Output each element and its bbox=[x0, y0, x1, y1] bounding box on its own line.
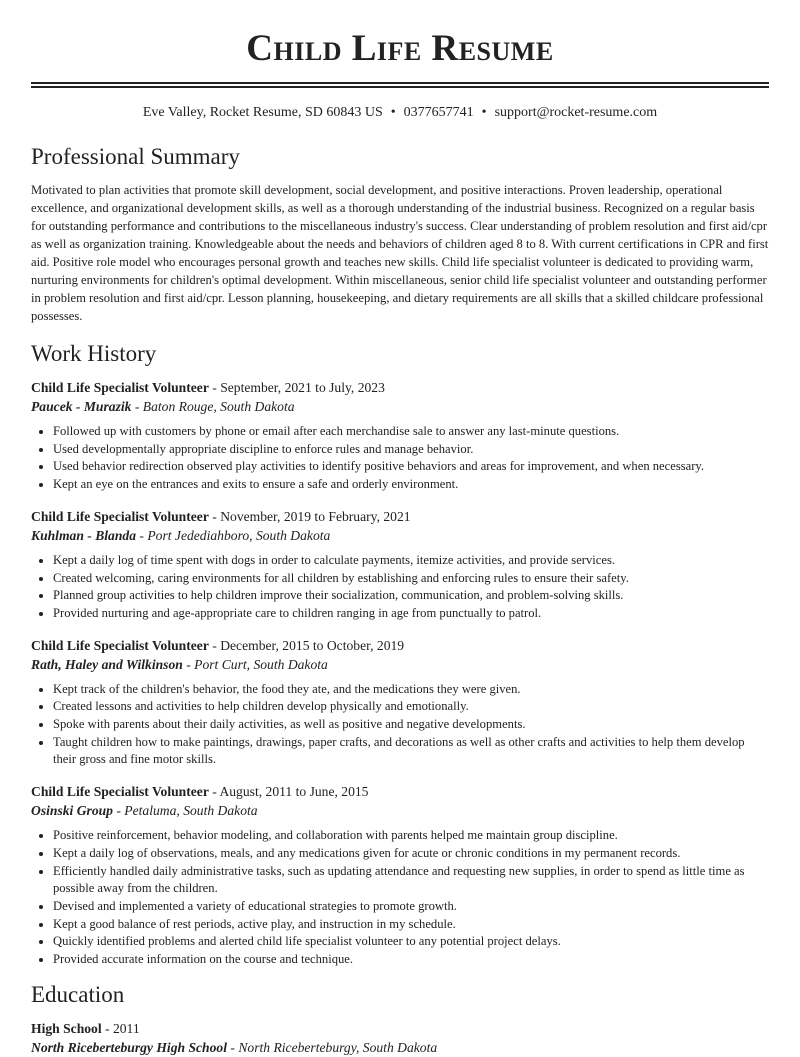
job-bullet: • Followed up with customers by phone or email after each merchandise sale to answer any last-minute questions. bbox=[53, 423, 769, 441]
contact-separator: • bbox=[390, 105, 396, 120]
company-location: - Port Curt, South Dakota bbox=[182, 656, 328, 672]
company-name: Kuhlman - Blanda bbox=[31, 527, 137, 543]
job-bullet: • Provided accurate information on the course and technique. bbox=[53, 951, 769, 969]
job-bullet: • Kept a daily log of time spent with dogs in order to calculate payments, itemize activities, and provide services. bbox=[53, 552, 769, 570]
education-heading: Education bbox=[31, 981, 125, 1007]
job-bullet: • Positive reinforcement, behavior modeling, and collaboration with parents helped me maintain group discipline. bbox=[53, 827, 769, 845]
company-name: Rath, Haley and Wilkinson bbox=[31, 656, 183, 672]
company-line bbox=[31, 801, 769, 820]
job-bullets bbox=[31, 827, 769, 969]
job-bullet: • Provided nurturing and age-appropriate care to children ranging in age from punctually to patrol. bbox=[53, 605, 769, 623]
header-divider bbox=[31, 82, 769, 88]
job-dates: - December, 2015 to October, 2019 bbox=[208, 637, 405, 653]
job-bullet: • Taught children how to make paintings, drawings, paper crafts, and decorations as well as other crafts and activities to help them develop their gross and fine motor skills. bbox=[53, 734, 769, 769]
job-title: Child Life Specialist Volunteer bbox=[31, 784, 209, 800]
company-line bbox=[31, 526, 769, 545]
contact-separator: • bbox=[481, 105, 487, 120]
company-name: Paucek - Murazik bbox=[31, 399, 132, 414]
summary-text: Motivated to plan activities that promote skill development, social development, and positive interactions. Proven leadership, operational excellence, and organizational development skills, as well as a thorough understanding of the industrial business. Recognized on a regular basis for outstanding performance and contributions to the miscellaneous industry's success. Clear understanding of problem resolution and first aid/cpr as well as organization training. Knowledgeable about the needs and behaviors of children aged 8 to 8. With current certifications in CPR and first aid. Positive role model who encourages personal growth and teaches new skills. Child life specialist volunteer is dedicated to providing warm, nurturing environments for children's optimal development. Within miscellaneous, senior child life specialist volunteer and outstanding performer in problem resolution and first aid/cpr. Lesson planning, housekeeping, and dietary requirements are all skills that a skilled childcare professional possesses. bbox=[31, 183, 769, 323]
job-title-line bbox=[31, 378, 769, 397]
company-location: - Port Jedediahboro, South Dakota bbox=[136, 527, 331, 543]
school-line bbox=[31, 1038, 769, 1057]
job-bullet: • Kept track of the children's behavior, the food they ate, and the medications they were given. bbox=[53, 681, 769, 699]
job-dates: - August, 2011 to June, 2015 bbox=[208, 784, 369, 800]
contact-phone: 0377657741 bbox=[403, 105, 474, 120]
work-history-list bbox=[31, 378, 769, 969]
company-line bbox=[31, 397, 769, 416]
job-bullets bbox=[31, 681, 769, 770]
company-name: Osinski Group bbox=[31, 803, 113, 819]
job-bullet: • Kept an eye on the entrances and exits to ensure a safe and orderly environment. bbox=[53, 476, 769, 494]
job-bullet: • Created lessons and activities to help children develop physically and emotionally. bbox=[53, 698, 769, 716]
job-bullet: • Used developmentally appropriate discipline to enforce rules and manage behavior. bbox=[53, 441, 769, 459]
company-line bbox=[31, 655, 769, 674]
job-entry bbox=[31, 782, 769, 969]
job-entry bbox=[31, 636, 769, 770]
job-bullet: • Planned group activities to help children improve their socialization, communication, and problem-solving skills. bbox=[53, 587, 769, 605]
job-bullet: • Used behavior redirection observed play activities to identify positive behaviors and areas for improvement, and when necessary. bbox=[53, 458, 769, 476]
resume-title: Child Life Resume bbox=[246, 28, 554, 69]
contact-address: Eve Valley, Rocket Resume, SD 60843 US bbox=[142, 105, 383, 120]
job-bullets bbox=[31, 423, 769, 494]
job-bullet: • Created welcoming, caring environments for all children by establishing and enforcing rules to ensure their safety. bbox=[53, 570, 769, 588]
job-bullet: • Spoke with parents about their daily activities, as well as positive and negative developments. bbox=[53, 716, 769, 734]
resume-page bbox=[31, 0, 769, 1057]
company-location: - Baton Rouge, South Dakota bbox=[131, 399, 295, 414]
job-bullet: • Quickly identified problems and alerted child life specialist volunteer to any potential project delays. bbox=[53, 933, 769, 951]
degree-year: - 2011 bbox=[101, 1020, 140, 1036]
work-history-heading: Work History bbox=[31, 341, 157, 366]
school-name: North Riceberteburgy High School bbox=[31, 1039, 227, 1055]
job-bullets bbox=[31, 552, 769, 623]
job-dates: - November, 2019 to February, 2021 bbox=[208, 508, 411, 524]
job-title: Child Life Specialist Volunteer bbox=[31, 637, 209, 653]
contact-line bbox=[31, 104, 769, 122]
education-list bbox=[31, 1019, 769, 1057]
job-title-line bbox=[31, 507, 769, 526]
school-location: - North Riceberteburgy, South Dakota bbox=[227, 1039, 438, 1055]
job-bullet: • Kept a good balance of rest periods, active play, and instruction in my schedule. bbox=[53, 916, 769, 934]
job-bullet: • Efficiently handled daily administrative tasks, such as updating attendance and requesting new supplies, in order to spend as little time as possible away from the children. bbox=[53, 863, 769, 898]
degree-name: High School bbox=[31, 1020, 102, 1036]
job-title-line bbox=[31, 636, 769, 655]
job-title: Child Life Specialist Volunteer bbox=[31, 508, 209, 524]
company-location: - Petaluma, South Dakota bbox=[112, 803, 258, 819]
contact-email: support@rocket-resume.com bbox=[494, 105, 658, 120]
job-dates: - September, 2021 to July, 2023 bbox=[208, 380, 385, 395]
job-title-line bbox=[31, 782, 769, 801]
job-bullet: • Devised and implemented a variety of educational strategies to promote growth. bbox=[53, 898, 769, 916]
job-bullet: • Kept a daily log of observations, meals, and any medications given for acute or chronic conditions in my permanent records. bbox=[53, 845, 769, 863]
job-entry bbox=[31, 378, 769, 494]
summary-heading: Professional Summary bbox=[31, 144, 240, 169]
job-entry bbox=[31, 507, 769, 623]
job-title: Child Life Specialist Volunteer bbox=[31, 380, 209, 395]
education-entry bbox=[31, 1019, 769, 1057]
